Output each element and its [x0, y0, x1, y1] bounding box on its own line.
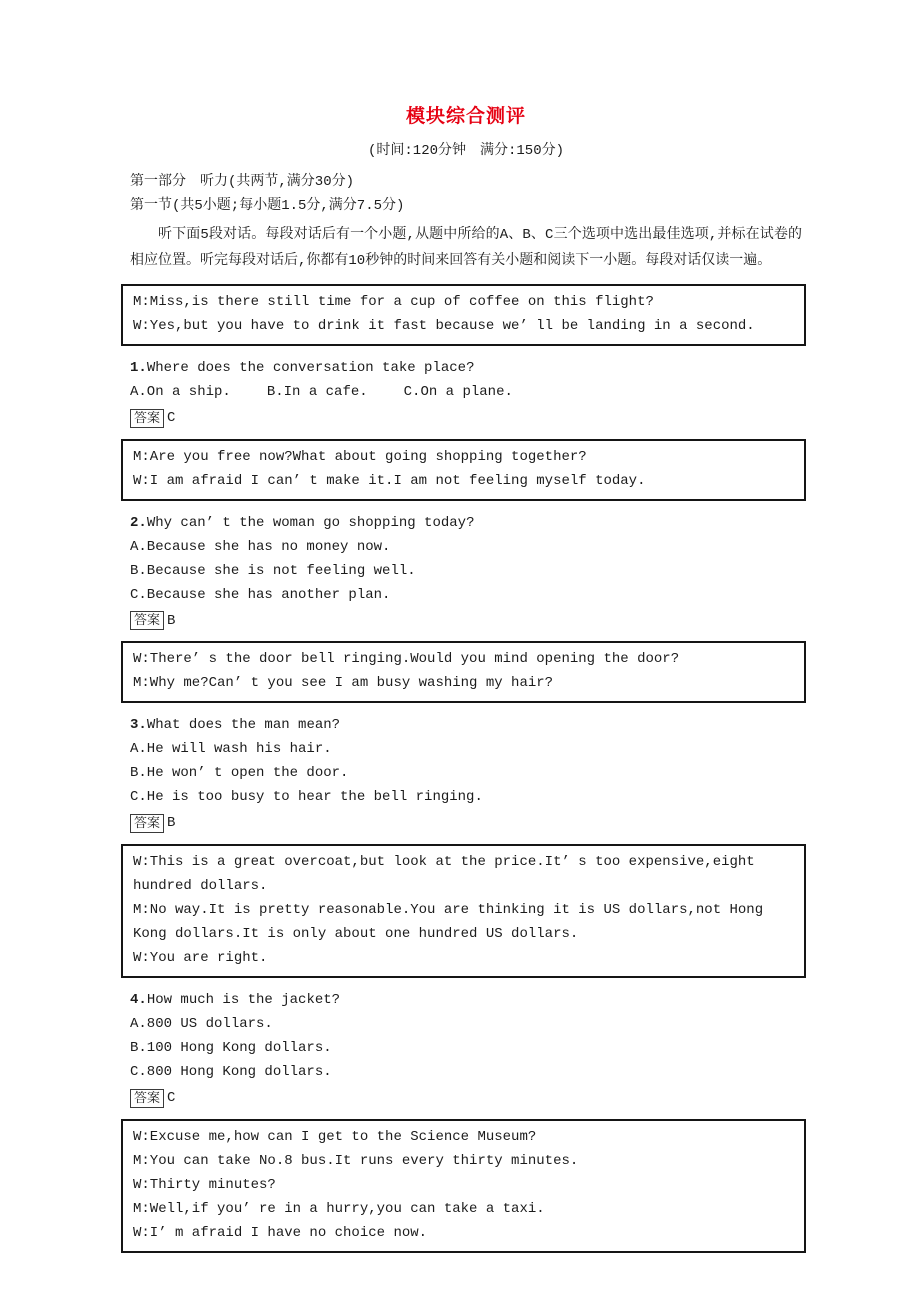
question-number: 1. [130, 360, 147, 376]
dialogue-box-3 [121, 641, 806, 703]
question-text: How much is the jacket? [146, 992, 341, 1009]
answer-row-4 [130, 1088, 802, 1109]
section-heading: 第一节(共5小题;每小题1.5分,满分7.5分) [130, 198, 405, 214]
dialogue-line: M:You can take No.8 bus.It runs every thirty minutes. [133, 1152, 579, 1169]
option-a: A.He will wash his hair. [130, 741, 332, 758]
option-b: B.He won’ t open the door. [130, 765, 349, 782]
question-2 [130, 511, 802, 535]
dialogue-line: W:Excuse me,how can I get to the Science Museum? [133, 1128, 537, 1145]
option-a: A.Because she has no money now. [130, 538, 391, 555]
option-b: B.Because she is not feeling well. [130, 562, 416, 579]
question-item-1 [130, 284, 802, 429]
option-c: C.Because she has another plan. [130, 586, 391, 603]
dialogue-line: M:Why me?Can’ t you see I am busy washing my hair? [133, 675, 554, 692]
option-b: B.In a cafe. [266, 384, 368, 400]
option-c: C.800 Hong Kong dollars. [130, 1064, 332, 1081]
dialogue-line: W:Yes,but you have to drink it fast because we’ ll be landing in a second. [133, 318, 755, 334]
option-c: C.On a plane. [403, 384, 513, 400]
dialogue-box-4 [121, 844, 806, 978]
option-a: A.On a ship. [130, 384, 231, 400]
dialogue-line: W:There’ s the door bell ringing.Would you mind opening the door? [133, 651, 680, 668]
answer-label: 答案 [130, 409, 164, 428]
question-text: Why can’ t the woman go shopping today? [146, 514, 475, 531]
dialogue-line: M:Well,if you’ re in a hurry,you can take a taxi. [133, 1200, 545, 1217]
dialogue-line: W:Thirty minutes? [133, 1176, 276, 1193]
question-text: What does the man mean? [146, 717, 341, 734]
question-1 [130, 356, 802, 380]
question-number: 3. [130, 717, 147, 734]
dialogue-line: W:This is a great overcoat,but look at the price.It’ s too expensive,eight hundred dollars. [133, 854, 755, 895]
question-number: 4. [130, 992, 147, 1009]
question-number: 2. [130, 514, 147, 531]
dialogue-line: W:You are right. [133, 950, 268, 967]
dialogue-line: M:No way.It is pretty reasonable.You are thinking it is US dollars,not Hong Kong dollars.It is only about one hundred US dollars. [133, 902, 764, 943]
answer-value: B [167, 612, 176, 629]
question-4 [130, 988, 802, 1012]
answer-label: 答案 [130, 611, 164, 630]
answer-row-2 [130, 611, 802, 632]
listening-instructions: 听下面5段对话。每段对话后有一个小题,从题中所给的A、B、C三个选项中选出最佳选项,并标在试卷的相应位置。听完每段对话后,你都有10秒钟的时间来回答有关小题和阅读下一小题。每段对话仅读一遍。 [130, 227, 802, 269]
question-item-4 [130, 844, 802, 1109]
dialogue-box-1 [121, 284, 806, 346]
answer-value: C [167, 1090, 176, 1107]
options-1 [130, 380, 802, 404]
question-text: Where does the conversation take place? [146, 360, 475, 376]
answer-row-1 [130, 408, 802, 429]
part-heading: 第一部分 听力(共两节,满分30分) [130, 174, 355, 190]
question-item-3 [130, 641, 802, 834]
dialogue-line: W:I am afraid I can’ t make it.I am not feeling myself today. [133, 472, 646, 489]
exam-meta: (时间:120分钟 满分:150分) [367, 143, 564, 159]
answer-value: C [167, 410, 176, 426]
answer-row-3 [130, 813, 802, 834]
dialogue-box-5 [121, 1119, 806, 1253]
option-b: B.100 Hong Kong dollars. [130, 1040, 332, 1057]
answer-value: B [167, 815, 176, 832]
dialogue-line: W:I’ m afraid I have no choice now. [133, 1224, 428, 1241]
question-3 [130, 713, 802, 737]
question-item-2 [130, 439, 802, 632]
option-a: A.800 US dollars. [130, 1016, 273, 1033]
dialogue-line: M:Miss,is there still time for a cup of coffee on this flight? [133, 294, 654, 310]
dialogue-box-2 [121, 439, 806, 501]
answer-label: 答案 [130, 1089, 164, 1108]
dialogue-line: M:Are you free now?What about going shopping together? [133, 448, 587, 465]
answer-label: 答案 [130, 814, 164, 833]
question-item-5 [130, 1119, 802, 1253]
option-c: C.He is too busy to hear the bell ringing. [130, 789, 483, 806]
page-title: 模块综合测评 [405, 106, 526, 128]
